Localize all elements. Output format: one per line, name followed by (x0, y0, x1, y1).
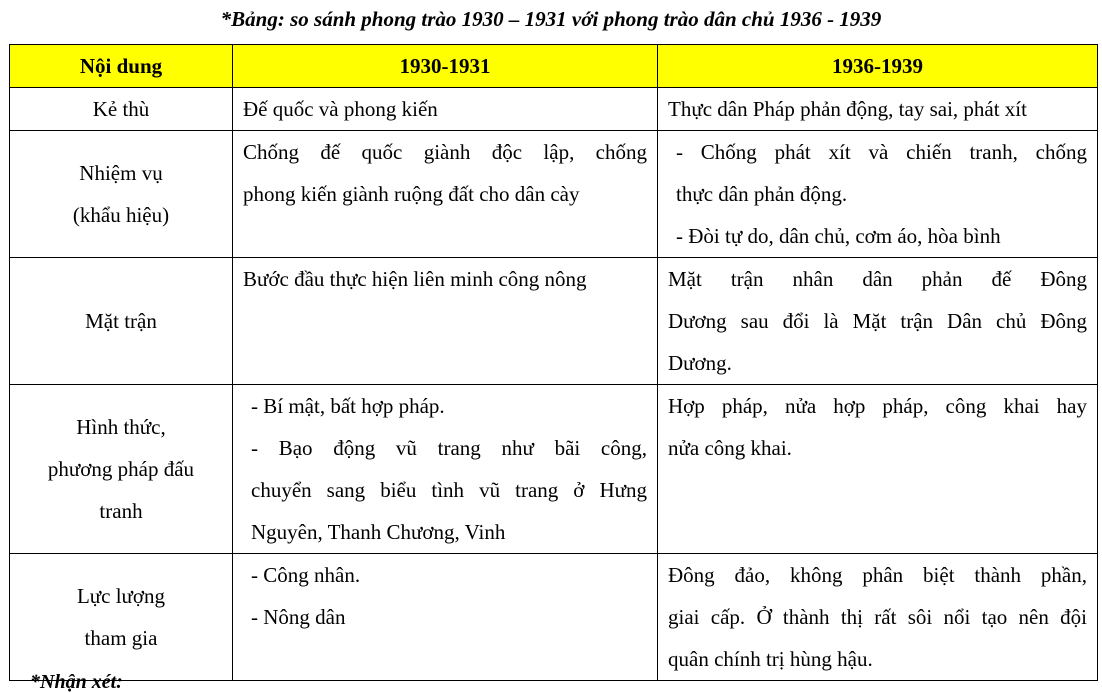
table-row (10, 88, 1098, 131)
cell-line: phong kiến giành ruộng đất cho dân cày (243, 182, 580, 206)
cell-line: chuyển sang biểu tình vũ trang ở Hưng (251, 478, 647, 502)
table-row (10, 131, 1098, 258)
header-content: Nội dung (10, 45, 233, 88)
table-row (10, 385, 1098, 554)
cell-line: nửa công khai. (668, 436, 792, 460)
cell-1936 (658, 131, 1098, 258)
cell-line: Đế quốc và phong kiến (243, 97, 438, 121)
row-topic (10, 131, 233, 258)
comparison-table (9, 44, 1098, 681)
cell-line: - Đòi tự do, dân chủ, cơm áo, hòa bình (676, 224, 1001, 248)
cell-line: - Công nhân. (251, 563, 361, 587)
topic-line: phương pháp đấu (47, 457, 195, 481)
topic-line: (khẩu hiệu) (72, 203, 170, 227)
topic-line: tranh (99, 499, 143, 523)
cell-1936 (658, 385, 1098, 554)
row-topic (10, 258, 233, 385)
row-topic (10, 554, 233, 681)
cell-1930 (233, 258, 658, 385)
topic-line: Nhiệm vụ (79, 161, 163, 185)
cell-line: Hợp pháp, nửa hợp pháp, công khai hay (668, 394, 1087, 418)
cell-line: - Nông dân (251, 605, 346, 629)
table-caption: *Bảng: so sánh phong trào 1930 – 1931 với phong trào dân chủ 1936 - 1939 (220, 7, 882, 31)
cell-1930 (233, 385, 658, 554)
topic-line: Hình thức, (76, 415, 166, 439)
cell-1936 (658, 258, 1098, 385)
row-topic (10, 385, 233, 554)
row-topic (10, 88, 233, 131)
note-heading-fragment: *Nhận xét: (30, 671, 123, 693)
cell-line: Thực dân Pháp phản động, tay sai, phát xít (668, 97, 1027, 121)
cell-line: - Bí mật, bất hợp pháp. (251, 394, 445, 418)
header-1930-1931: 1930-1931 (233, 45, 658, 88)
topic-line: Lực lượng (76, 584, 166, 608)
cell-1930 (233, 554, 658, 681)
cell-line: Chống đế quốc giành độc lập, chống (243, 140, 647, 164)
cell-line: giai cấp. Ở thành thị rất sôi nổi tạo nên đội (668, 605, 1087, 629)
topic-line: Kẻ thù (92, 97, 150, 121)
cell-1930 (233, 131, 658, 258)
table-header-row (10, 45, 1098, 88)
cell-line: - Chống phát xít và chiến tranh, chống (676, 140, 1087, 164)
cell-line: Dương sau đổi là Mặt trận Dân chủ Đông (668, 309, 1087, 333)
header-1936-1939: 1936-1939 (658, 45, 1098, 88)
topic-line: tham gia (84, 626, 158, 650)
cell-line: Mặt trận nhân dân phản đế Đông (668, 267, 1087, 291)
cell-line: Đông đảo, không phân biệt thành phần, (668, 563, 1087, 587)
table-row (10, 258, 1098, 385)
cell-line: thực dân phản động. (676, 182, 848, 206)
cell-1936 (658, 554, 1098, 681)
table-row (10, 554, 1098, 681)
cell-line: Dương. (668, 351, 732, 375)
topic-line: Mặt trận (85, 309, 157, 333)
cell-line: Nguyên, Thanh Chương, Vinh (251, 520, 506, 544)
cell-1930 (233, 88, 658, 131)
cell-line: Bước đầu thực hiện liên minh công nông (243, 267, 587, 291)
cell-line: quân chính trị hùng hậu. (668, 647, 873, 671)
cell-1936 (658, 88, 1098, 131)
cell-line: - Bạo động vũ trang như bãi công, (251, 436, 647, 460)
